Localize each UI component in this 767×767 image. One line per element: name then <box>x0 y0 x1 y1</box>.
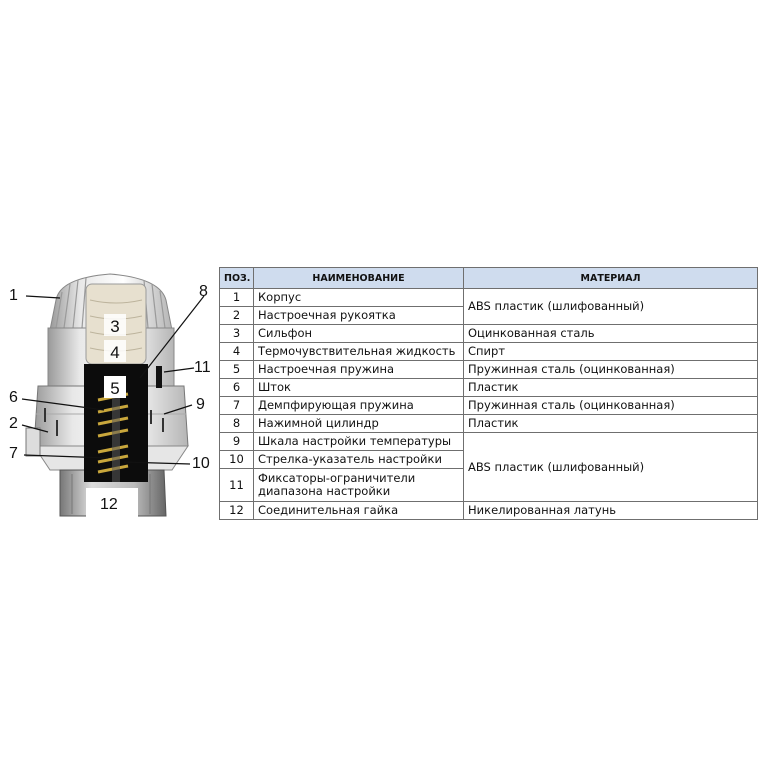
table-row <box>220 361 758 379</box>
stem <box>112 392 120 482</box>
table-row <box>220 343 758 361</box>
callout-1: 1 <box>9 287 18 304</box>
row-name: Термочувствительная жидкость <box>254 343 464 361</box>
inner-label-3: 3 <box>110 317 120 336</box>
row-pos: 1 <box>220 289 254 307</box>
table-row <box>220 379 758 397</box>
row-material: ABS пластик (шлифованный) <box>464 433 758 502</box>
table-row <box>220 433 758 451</box>
row-pos: 12 <box>220 502 254 520</box>
header-material: МАТЕРИАЛ <box>464 268 758 289</box>
callout-11: 11 <box>194 359 211 376</box>
row-pos: 3 <box>220 325 254 343</box>
row-pos: 10 <box>220 451 254 469</box>
row-material: Спирт <box>464 343 758 361</box>
callout-8: 8 <box>199 283 208 300</box>
table-header-row <box>220 268 758 289</box>
row-material: Пружинная сталь (оцинкованная) <box>464 361 758 379</box>
header-pos: ПОЗ. <box>220 268 254 289</box>
callout-6: 6 <box>9 389 18 406</box>
row-name: Фиксаторы-ограничители диапазона настройки <box>254 469 464 502</box>
row-name: Соединительная гайка <box>254 502 464 520</box>
callout-10: 10 <box>192 455 210 472</box>
row-name: Нажимной цилиндр <box>254 415 464 433</box>
callout-9: 9 <box>196 396 205 413</box>
row-pos: 9 <box>220 433 254 451</box>
limiter <box>156 366 162 388</box>
table-row <box>220 325 758 343</box>
table-row <box>220 397 758 415</box>
row-name: Сильфон <box>254 325 464 343</box>
row-name: Настроечная пружина <box>254 361 464 379</box>
inner-label-4: 4 <box>110 343 120 362</box>
table-row <box>220 415 758 433</box>
row-name: Стрелка-указатель настройки <box>254 451 464 469</box>
row-pos: 11 <box>220 469 254 502</box>
row-pos: 5 <box>220 361 254 379</box>
row-material: Никелированная латунь <box>464 502 758 520</box>
row-name: Демпфирующая пружина <box>254 397 464 415</box>
row-pos: 8 <box>220 415 254 433</box>
row-material: Оцинкованная сталь <box>464 325 758 343</box>
parts-table <box>219 267 758 520</box>
row-name: Настроечная рукоятка <box>254 307 464 325</box>
table-row <box>220 289 758 307</box>
row-name: Корпус <box>254 289 464 307</box>
row-pos: 7 <box>220 397 254 415</box>
row-pos: 2 <box>220 307 254 325</box>
callout-7: 7 <box>9 445 18 462</box>
row-pos: 4 <box>220 343 254 361</box>
table-row <box>220 502 758 520</box>
pointer-tab <box>26 428 40 456</box>
callout-2: 2 <box>9 415 18 432</box>
row-material: Пластик <box>464 379 758 397</box>
row-name: Шкала настройки температуры <box>254 433 464 451</box>
row-name: Шток <box>254 379 464 397</box>
row-material: ABS пластик (шлифованный) <box>464 289 758 325</box>
inner-label-5: 5 <box>110 379 120 398</box>
header-name: НАИМЕНОВАНИЕ <box>254 268 464 289</box>
row-material: Пластик <box>464 415 758 433</box>
row-pos: 6 <box>220 379 254 397</box>
row-material: Пружинная сталь (оцинкованная) <box>464 397 758 415</box>
callout-12: 12 <box>100 496 118 513</box>
